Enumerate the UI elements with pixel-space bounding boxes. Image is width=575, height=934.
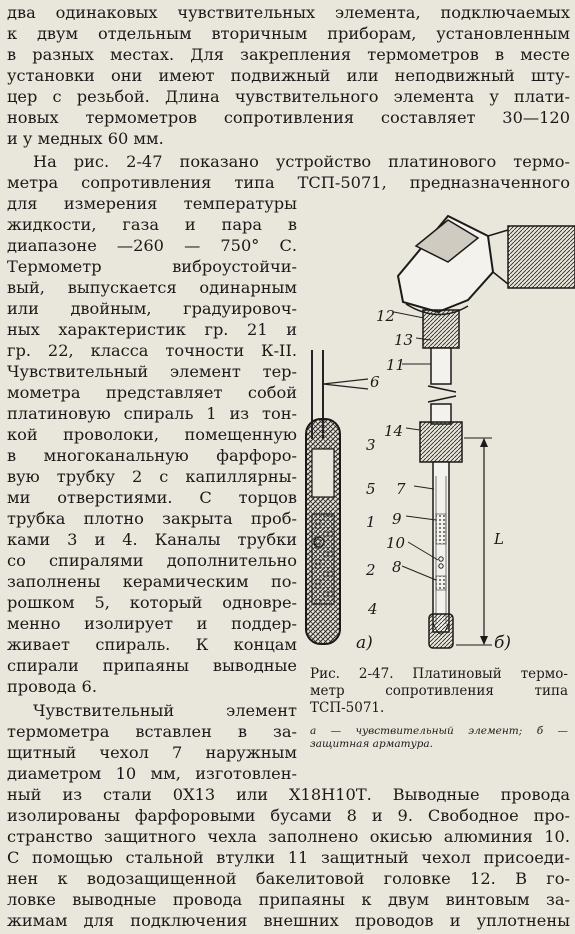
label-a: а)	[356, 633, 373, 653]
text-line: ловке выводные провода припаяны к двум винтовым за-	[7, 890, 570, 909]
text-line: новых термометров сопротивления составляет 30—120	[7, 108, 570, 127]
figure-legend	[310, 725, 568, 751]
text-line: ный из стали 0Х13 или Х18Н10Т. Выводные провода	[7, 785, 570, 804]
text-line: мометра представляет собой	[7, 383, 297, 402]
label-8: 8	[392, 558, 402, 576]
label-5: 5	[366, 480, 376, 498]
legend-line: защитная арматура.	[310, 738, 433, 750]
text-line: диапазоне —260 — 750° С.	[7, 236, 297, 255]
text-line: два одинаковых чувствительных элемента, подключаемых	[7, 3, 570, 22]
text-line: установки они имеют подвижный или неподвижный шту-	[7, 66, 570, 85]
text-line: живает спираль. К концам	[7, 635, 297, 654]
label-L: L	[494, 530, 504, 548]
text-line: На рис. 2-47 показано устройство платинового термо-	[33, 152, 570, 171]
label-12: 12	[376, 307, 396, 325]
text-line: термометра вставлен в за-	[7, 722, 297, 741]
text-line: рошком 5, который одновре-	[7, 593, 297, 612]
text-line: диаметром 10 мм, изготовлен-	[7, 764, 297, 783]
label-4: 4	[368, 600, 378, 618]
text-line: или двойным, градуировоч-	[7, 299, 297, 318]
thermometer-figure	[298, 214, 575, 664]
figure-caption	[310, 666, 568, 717]
text-line: в многоканальную фарфоро-	[7, 446, 297, 465]
protective-armature-drawing	[394, 216, 575, 648]
text-line: С помощью стальной втулки 11 защитный чехол присоеди-	[7, 848, 570, 867]
label-6: 6	[370, 373, 380, 391]
text-line: для измерения температуры	[7, 194, 297, 213]
text-line: странство защитного чехла заполнено окисью алюминия 10.	[7, 827, 570, 846]
text-line: жидкости, газа и пара в	[7, 215, 297, 234]
text-line: платиновую спираль 1 из тон-	[7, 404, 297, 423]
label-7: 7	[396, 480, 406, 498]
sensing-element-drawing	[306, 350, 368, 644]
text-line: трубка плотно закрыта проб-	[7, 509, 297, 528]
label-13: 13	[394, 331, 414, 349]
caption-line: Рис. 2-47. Платиновый термо-	[310, 666, 568, 682]
text-line: менно изолирует и поддер-	[7, 614, 297, 633]
text-line: заполнены керамическим по-	[7, 572, 297, 591]
label-9: 9	[392, 510, 402, 528]
text-line: со спиралями дополнительно	[7, 551, 297, 570]
text-line: метра сопротивления типа ТСП-5071, предназначенного	[7, 173, 570, 192]
text-line: ных характеристик гр. 21 и	[7, 320, 297, 339]
caption-line: ТСП-5071.	[310, 700, 385, 716]
text-line: изолированы фарфоровыми бусами 8 и 9. Свободное про-	[7, 806, 570, 825]
text-line: нен к водозащищенной бакелитовой головке 12. В го-	[7, 869, 570, 888]
label-14: 14	[384, 422, 404, 440]
label-11: 11	[386, 356, 406, 374]
text-line: ками 3 и 4. Каналы трубки	[7, 530, 297, 549]
label-3: 3	[366, 436, 376, 454]
text-line: цер с резьбой. Длина чувствительного элемента у плати-	[7, 87, 570, 106]
text-line: Чувствительный элемент	[33, 701, 297, 720]
text-line: Чувствительный элемент тер-	[7, 362, 297, 381]
text-line: вый, выпускается одинарным	[7, 278, 297, 297]
text-line: и у медных 60 мм.	[7, 129, 164, 148]
label-1: 1	[366, 513, 376, 531]
label-2: 2	[366, 561, 376, 579]
legend-line: а — чувствительный элемент; б —	[310, 725, 568, 737]
text-line: провода 6.	[7, 677, 97, 696]
text-line: кой проволоки, помещенную	[7, 425, 297, 444]
text-line: жимам для подключения внешних проводов и уплотнены	[7, 911, 570, 930]
label-b: б)	[494, 633, 512, 653]
text-line: ми отверстиями. С торцов	[7, 488, 297, 507]
text-line: Термометр виброустойчи-	[7, 257, 297, 276]
caption-line: метр сопротивления типа	[310, 683, 568, 699]
text-line: щитный чехол 7 наружным	[7, 743, 297, 762]
text-line: в разных местах. Для закрепления термометров в месте	[7, 45, 570, 64]
text-line: спирали припаяны выводные	[7, 656, 297, 675]
text-line: к двум отдельным вторичным приборам, установленным	[7, 24, 570, 43]
text-line: гр. 22, класса точности К-II.	[7, 341, 297, 360]
label-10: 10	[386, 534, 406, 552]
text-line: вую трубку 2 с капиллярны-	[7, 467, 297, 486]
